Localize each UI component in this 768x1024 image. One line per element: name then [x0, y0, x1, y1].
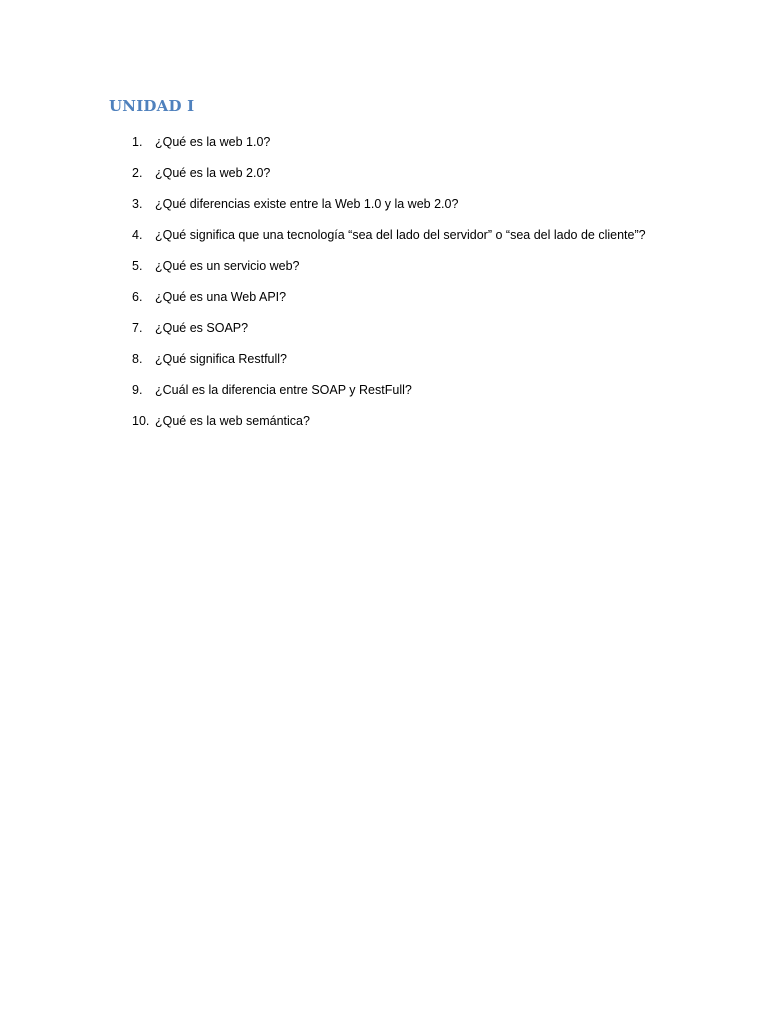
list-item	[0, 317, 768, 348]
list-item	[0, 379, 768, 410]
list-item-number: 9.	[132, 383, 143, 397]
list-item-text: ¿Qué significa Restfull?	[155, 352, 288, 366]
list-item-text: ¿Qué es la web 1.0?	[155, 135, 271, 149]
list-item	[0, 286, 768, 317]
list-item	[0, 255, 768, 286]
list-item-number: 10.	[132, 414, 150, 428]
list-item-number: 6.	[132, 290, 143, 304]
section-heading: UNIDAD I	[109, 97, 195, 115]
list-item	[0, 193, 768, 224]
list-item	[0, 224, 768, 255]
list-item-number: 8.	[132, 352, 143, 366]
list-item-text: ¿Cuál es la diferencia entre SOAP y RestFull?	[155, 383, 412, 397]
list-item-number: 3.	[132, 197, 143, 211]
question-list	[0, 131, 768, 441]
list-item-text: ¿Qué es un servicio web?	[155, 259, 300, 273]
list-item-number: 4.	[132, 228, 143, 242]
list-item-text: ¿Qué es una Web API?	[155, 290, 287, 304]
list-item-number: 2.	[132, 166, 143, 180]
list-item-text: ¿Qué es la web 2.0?	[155, 166, 271, 180]
list-item-text: ¿Qué es SOAP?	[155, 321, 249, 335]
list-item	[0, 410, 768, 441]
list-item	[0, 348, 768, 379]
list-item-text: ¿Qué diferencias existe entre la Web 1.0 y la web 2.0?	[155, 197, 459, 211]
list-item-text: ¿Qué es la web semántica?	[155, 414, 310, 428]
list-item-number: 5.	[132, 259, 143, 273]
list-item-text: ¿Qué significa que una tecnología “sea del lado del servidor” o “sea del lado de cliente”?	[155, 228, 646, 242]
list-item-number: 7.	[132, 321, 143, 335]
list-item	[0, 131, 768, 162]
list-item	[0, 162, 768, 193]
list-item-number: 1.	[132, 135, 143, 149]
